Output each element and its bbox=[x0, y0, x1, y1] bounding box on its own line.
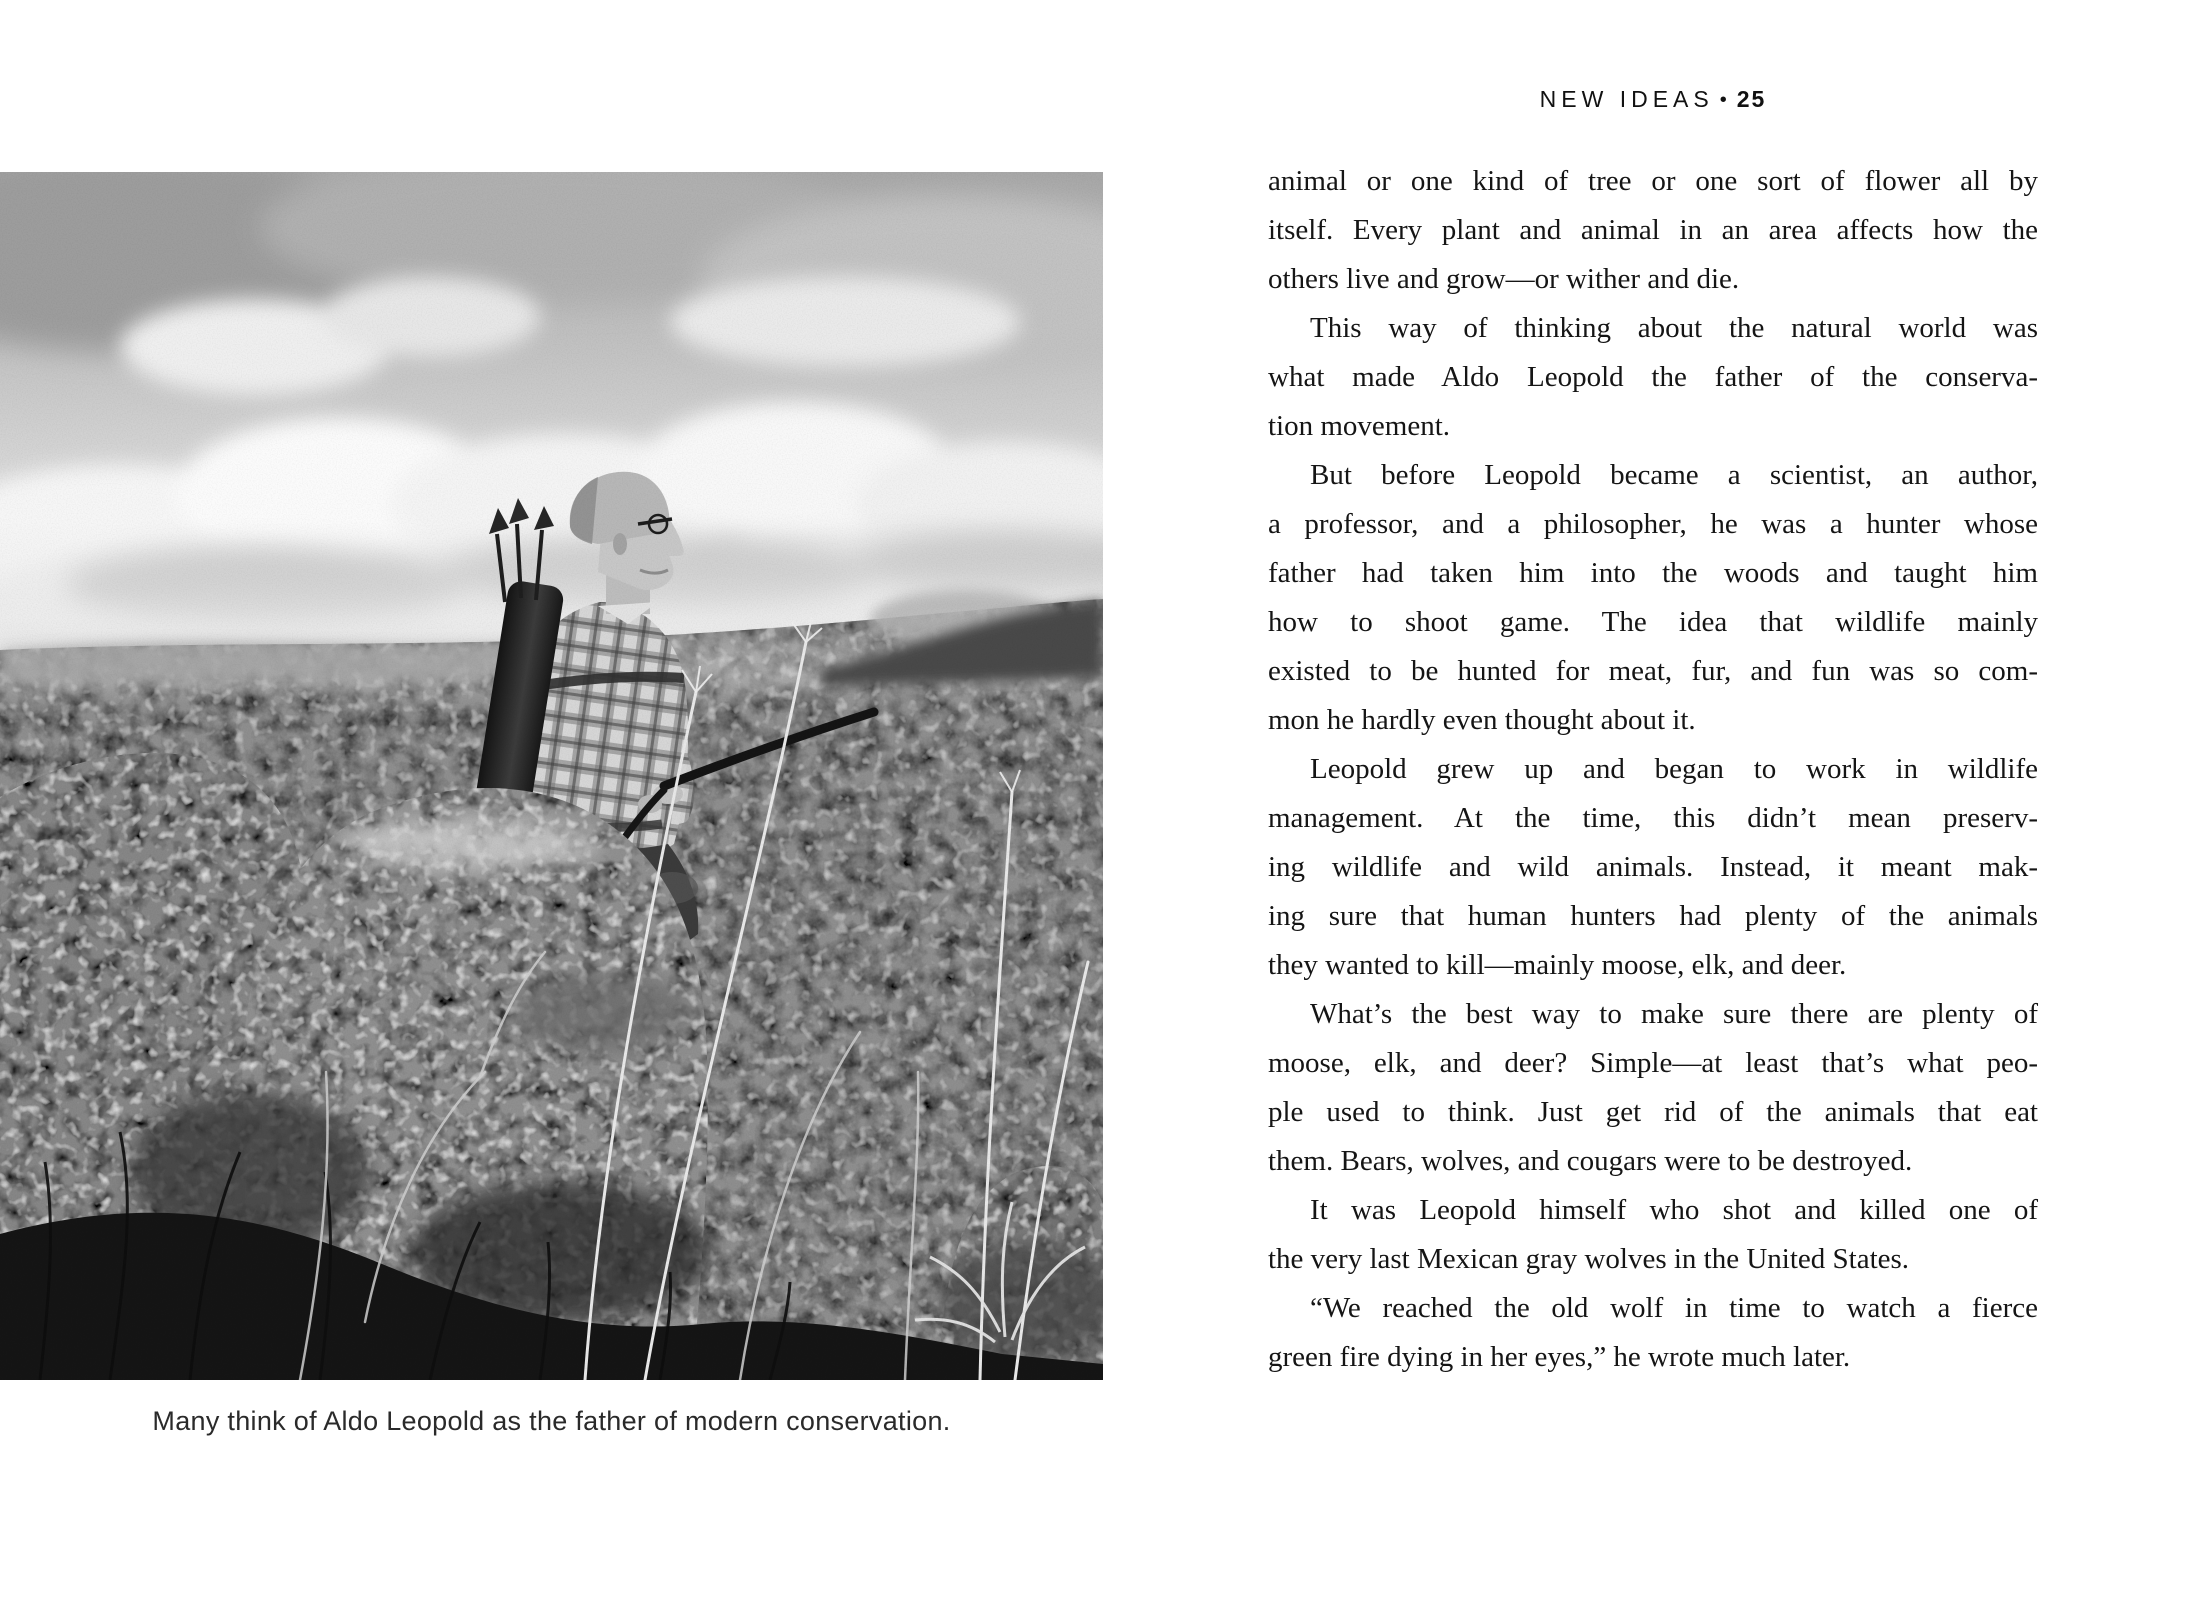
text-line: It was Leopold himself who shot and killed one of bbox=[1310, 1194, 2038, 1226]
text-line: tion movement. bbox=[1268, 410, 1451, 442]
text-line: moose, elk, and deer? Simple—at least that’s what peo- bbox=[1268, 1047, 2038, 1079]
text-line: others live and grow—or wither and die. bbox=[1268, 263, 1740, 295]
text-line: management. At the time, this didn’t mean preserv- bbox=[1268, 802, 2038, 834]
text-line: ple used to think. Just get rid of the animals that eat bbox=[1268, 1096, 2038, 1128]
text-line: What’s the best way to make sure there are plenty of bbox=[1310, 998, 2038, 1030]
photo-figure bbox=[0, 172, 1103, 1437]
text-line: mon he hardly even thought about it. bbox=[1268, 704, 1696, 736]
body-text bbox=[1268, 157, 2038, 1382]
running-head bbox=[1268, 86, 2038, 113]
text-line: green fire dying in her eyes,” he wrote much later. bbox=[1268, 1341, 1851, 1373]
text-line: ing wildlife and wild animals. Instead, it meant mak- bbox=[1268, 851, 2038, 883]
paragraph bbox=[1268, 451, 2038, 745]
text-line: how to shoot game. The idea that wildlife mainly bbox=[1268, 606, 2038, 638]
text-line: But before Leopold became a scientist, an author, bbox=[1310, 459, 2038, 491]
text-line: “We reached the old wolf in time to watch a fierce bbox=[1310, 1292, 2038, 1324]
section-title: NEW IDEAS bbox=[1539, 86, 1714, 112]
text-line: Leopold grew up and began to work in wildlife bbox=[1310, 753, 2038, 785]
separator-dot: • bbox=[1719, 89, 1727, 111]
text-line: they wanted to kill—mainly moose, elk, and deer. bbox=[1268, 949, 1847, 981]
text-line: them. Bears, wolves, and cougars were to be destroyed. bbox=[1268, 1145, 1913, 1177]
text-line: itself. Every plant and animal in an area affects how the bbox=[1268, 214, 2038, 246]
paragraph bbox=[1268, 1186, 2038, 1284]
aldo-leopold-photo bbox=[0, 172, 1103, 1380]
text-line: the very last Mexican gray wolves in the United States. bbox=[1268, 1243, 1910, 1275]
photo-caption: Many think of Aldo Leopold as the father of modern conservation. bbox=[152, 1406, 951, 1436]
text-line: a professor, and a philosopher, he was a hunter whose bbox=[1268, 508, 2038, 540]
paragraph bbox=[1268, 157, 2038, 304]
text-line: ing sure that human hunters had plenty of the animals bbox=[1268, 900, 2038, 932]
text-line: animal or one kind of tree or one sort of flower all by bbox=[1268, 165, 2038, 197]
paragraph bbox=[1268, 304, 2038, 451]
text-line: This way of thinking about the natural world was bbox=[1310, 312, 2038, 344]
paragraph bbox=[1268, 1284, 2038, 1382]
paragraph bbox=[1268, 990, 2038, 1186]
paragraph bbox=[1268, 745, 2038, 990]
text-line: father had taken him into the woods and taught him bbox=[1268, 557, 2038, 589]
text-line: existed to be hunted for meat, fur, and fun was so com- bbox=[1268, 655, 2038, 687]
page-number: 25 bbox=[1736, 86, 1767, 112]
text-line: what made Aldo Leopold the father of the conserva- bbox=[1268, 361, 2038, 393]
